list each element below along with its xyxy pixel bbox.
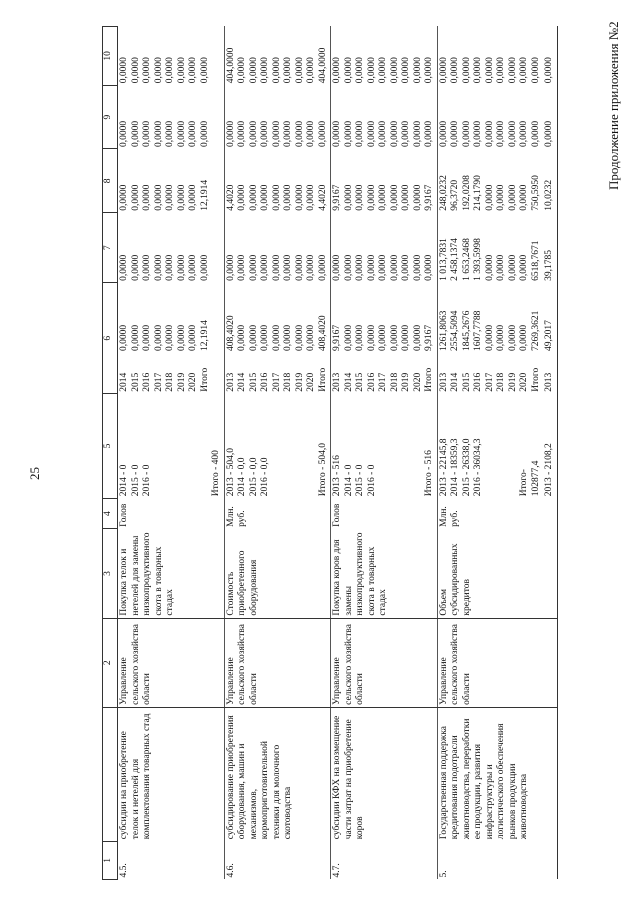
row-unit: Млн. руб. bbox=[224, 498, 331, 529]
row-number: 5. bbox=[437, 841, 543, 879]
table-row bbox=[543, 27, 557, 880]
row-target: 2013 - 2108,2 bbox=[543, 394, 557, 499]
row-total: 0,0000 0,0000 0,0000 0,0000 0,0000 0,0000 0,0000 12,1914 bbox=[118, 283, 225, 353]
row-name: субсидирование приобретения оборудования, машин и механизмов, кормоприготовительной техники для молочного скотоводства bbox=[224, 707, 331, 841]
row-regional: 248,0232 96,3720 192,0208 214,1790 0,0000 0,0000 0,0000 0,0000 750,5950 bbox=[437, 149, 543, 213]
row-total: 408,4020 0,0000 0,0000 0,0000 0,0000 0,0000 0,0000 0,0000 408,4020 bbox=[224, 283, 331, 353]
header-cell: 10 bbox=[103, 27, 118, 86]
row-indicator: Объем субсидированных кредитов bbox=[437, 529, 543, 618]
row-federal: 1 013,7831 2 458,1374 1 653,2468 1 393,5998 0,0000 0,0000 0,0000 0,0000 6518,7671 bbox=[437, 213, 543, 283]
rotated-table-frame bbox=[102, 26, 612, 880]
table-row bbox=[224, 27, 331, 880]
row-years: 2013 2014 2015 2016 2017 2018 2019 2020 Итого bbox=[224, 353, 331, 394]
row-federal: 0,0000 0,0000 0,0000 0,0000 0,0000 0,0000 0,0000 0,0000 0,0000 bbox=[331, 213, 438, 283]
row-local: 0,0000 0,0000 0,0000 0,0000 0,0000 0,0000 0,0000 0,0000 0,0000 bbox=[331, 85, 438, 149]
appendix-caption: Продолжение приложения №2 bbox=[606, 21, 621, 190]
program-table bbox=[102, 26, 558, 880]
row-name: субсидии на приобретение телок и нетелей для комплектования товарных стад bbox=[118, 707, 225, 841]
row-unit: Голов bbox=[331, 498, 438, 529]
row-name: субсидии КФХ на возмещение части затрат на приобретение коров bbox=[331, 707, 438, 841]
header-cell bbox=[103, 707, 118, 841]
row-other: 0,0000 0,0000 0,0000 0,0000 0,0000 0,0000 0,0000 0,0000 0,0000 bbox=[437, 27, 543, 86]
row-unit: Млн. руб. bbox=[437, 498, 543, 529]
row-regional: 4,4020 0,0000 0,0000 0,0000 0,0000 0,0000 0,0000 0,0000 4,4020 bbox=[224, 149, 331, 213]
header-cell: 6 bbox=[103, 283, 118, 394]
row-number: 4.5. bbox=[118, 841, 225, 879]
row-other: 0,0000 0,0000 0,0000 0,0000 0,0000 0,0000 0,0000 0,0000 0,0000 bbox=[331, 27, 438, 86]
row-total: 9,9167 0,0000 0,0000 0,0000 0,0000 0,0000 0,0000 0,0000 9,9167 bbox=[331, 283, 438, 353]
table-row bbox=[118, 27, 225, 880]
header-cell: 7 bbox=[103, 213, 118, 283]
header-cell: 5 bbox=[103, 394, 118, 499]
row-years: 2013 2014 2015 2016 2017 2018 2019 2020 Итого bbox=[331, 353, 438, 394]
row-target: 2014 - 0 2015 - 0 2016 - 0 Итого - 400 bbox=[118, 394, 225, 499]
row-regional: 0,0000 0,0000 0,0000 0,0000 0,0000 0,0000 0,0000 12,1914 bbox=[118, 149, 225, 213]
header-cell: 9 bbox=[103, 85, 118, 149]
row-indicator: Покупка коров для замены низкопродуктивного скота в товарных стадах bbox=[331, 529, 438, 618]
row-indicator: Покупка телок и нетелей для замены низкопродуктивного скота в товарных стадах bbox=[118, 529, 225, 618]
header-cell: 1 bbox=[103, 841, 118, 879]
row-years: 2013 2014 2015 2016 2017 2018 2019 2020 Итого bbox=[437, 353, 543, 394]
row-indicator: Стоимость приобретенного оборудования bbox=[224, 529, 331, 618]
row-other: 404,0000 0,0000 0,0000 0,0000 0,0000 0,0000 0,0000 0,0000 404,0000 bbox=[224, 27, 331, 86]
row-local: 0,0000 0,0000 0,0000 0,0000 0,0000 0,0000 0,0000 0,0000 0,0000 bbox=[224, 85, 331, 149]
row-total: 49,2017 bbox=[543, 283, 557, 353]
row-total: 1261,8063 2554,5094 1845,2676 1607,7788 0,0000 0,0000 0,0000 0,0000 7269,3621 bbox=[437, 283, 543, 353]
table-row bbox=[437, 27, 543, 880]
row-federal: 0,0000 0,0000 0,0000 0,0000 0,0000 0,0000 0,0000 0,0000 bbox=[118, 213, 225, 283]
row-years: 2013 bbox=[543, 353, 557, 394]
row-local: 0,0000 0,0000 0,0000 0,0000 0,0000 0,0000 0,0000 0,0000 bbox=[118, 85, 225, 149]
row-target: 2013 - 516 2014 - 0 2015 - 0 2016 - 0 Итого - 516 bbox=[331, 394, 438, 499]
row-federal: 0,0000 0,0000 0,0000 0,0000 0,0000 0,0000 0,0000 0,0000 0,0000 bbox=[224, 213, 331, 283]
row-org: Управление сельского хозяйства области bbox=[331, 618, 438, 707]
row-target: 2013 - 504,0 2014 - 0,0 2015 - 0,0 2016 - 0,0 Итого - 504,0 bbox=[224, 394, 331, 499]
row-local: 0,0000 0,0000 0,0000 0,0000 0,0000 0,0000 0,0000 0,0000 0,0000 bbox=[437, 85, 543, 149]
row-regional: 9,9167 0,0000 0,0000 0,0000 0,0000 0,0000 0,0000 0,0000 9,9167 bbox=[331, 149, 438, 213]
row-local: 0,0000 bbox=[543, 85, 557, 149]
row-number: 4.7. bbox=[331, 841, 438, 879]
header-cell: 3 bbox=[103, 529, 118, 618]
header-cell: 8 bbox=[103, 149, 118, 213]
row-unit: Голов bbox=[118, 498, 225, 529]
row-other: 0,0000 0,0000 0,0000 0,0000 0,0000 0,0000 0,0000 0,0000 bbox=[118, 27, 225, 86]
row-federal: 39,1785 bbox=[543, 213, 557, 283]
row-regional: 10,0232 bbox=[543, 149, 557, 213]
row-org: Управление сельского хозяйства области bbox=[224, 618, 331, 707]
row-name: Государственная поддержка кредитования подотрасли животноводства, переработки ее продукции, развития инфраструктуры и логистического обеспечения рынков продукции животноводства bbox=[437, 707, 543, 841]
row-other: 0,0000 bbox=[543, 27, 557, 86]
header-row bbox=[103, 27, 118, 880]
row-years: 2014 2015 2016 2017 2018 2019 2020 Итого bbox=[118, 353, 225, 394]
page-number: 25 bbox=[27, 467, 42, 480]
row-target: 2013 - 22145,8 2014 - 18359,3 2015 - 26338,0 2016 - 36034,3 Итого- 102877,4 bbox=[437, 394, 543, 499]
row-org: Управление сельского хозяйства области bbox=[118, 618, 225, 707]
header-cell: 4 bbox=[103, 498, 118, 529]
header-cell: 2 bbox=[103, 618, 118, 707]
row-org: Управление сельского хозяйства области bbox=[437, 618, 543, 707]
table-row bbox=[331, 27, 438, 880]
row-number: 4.6. bbox=[224, 841, 331, 879]
